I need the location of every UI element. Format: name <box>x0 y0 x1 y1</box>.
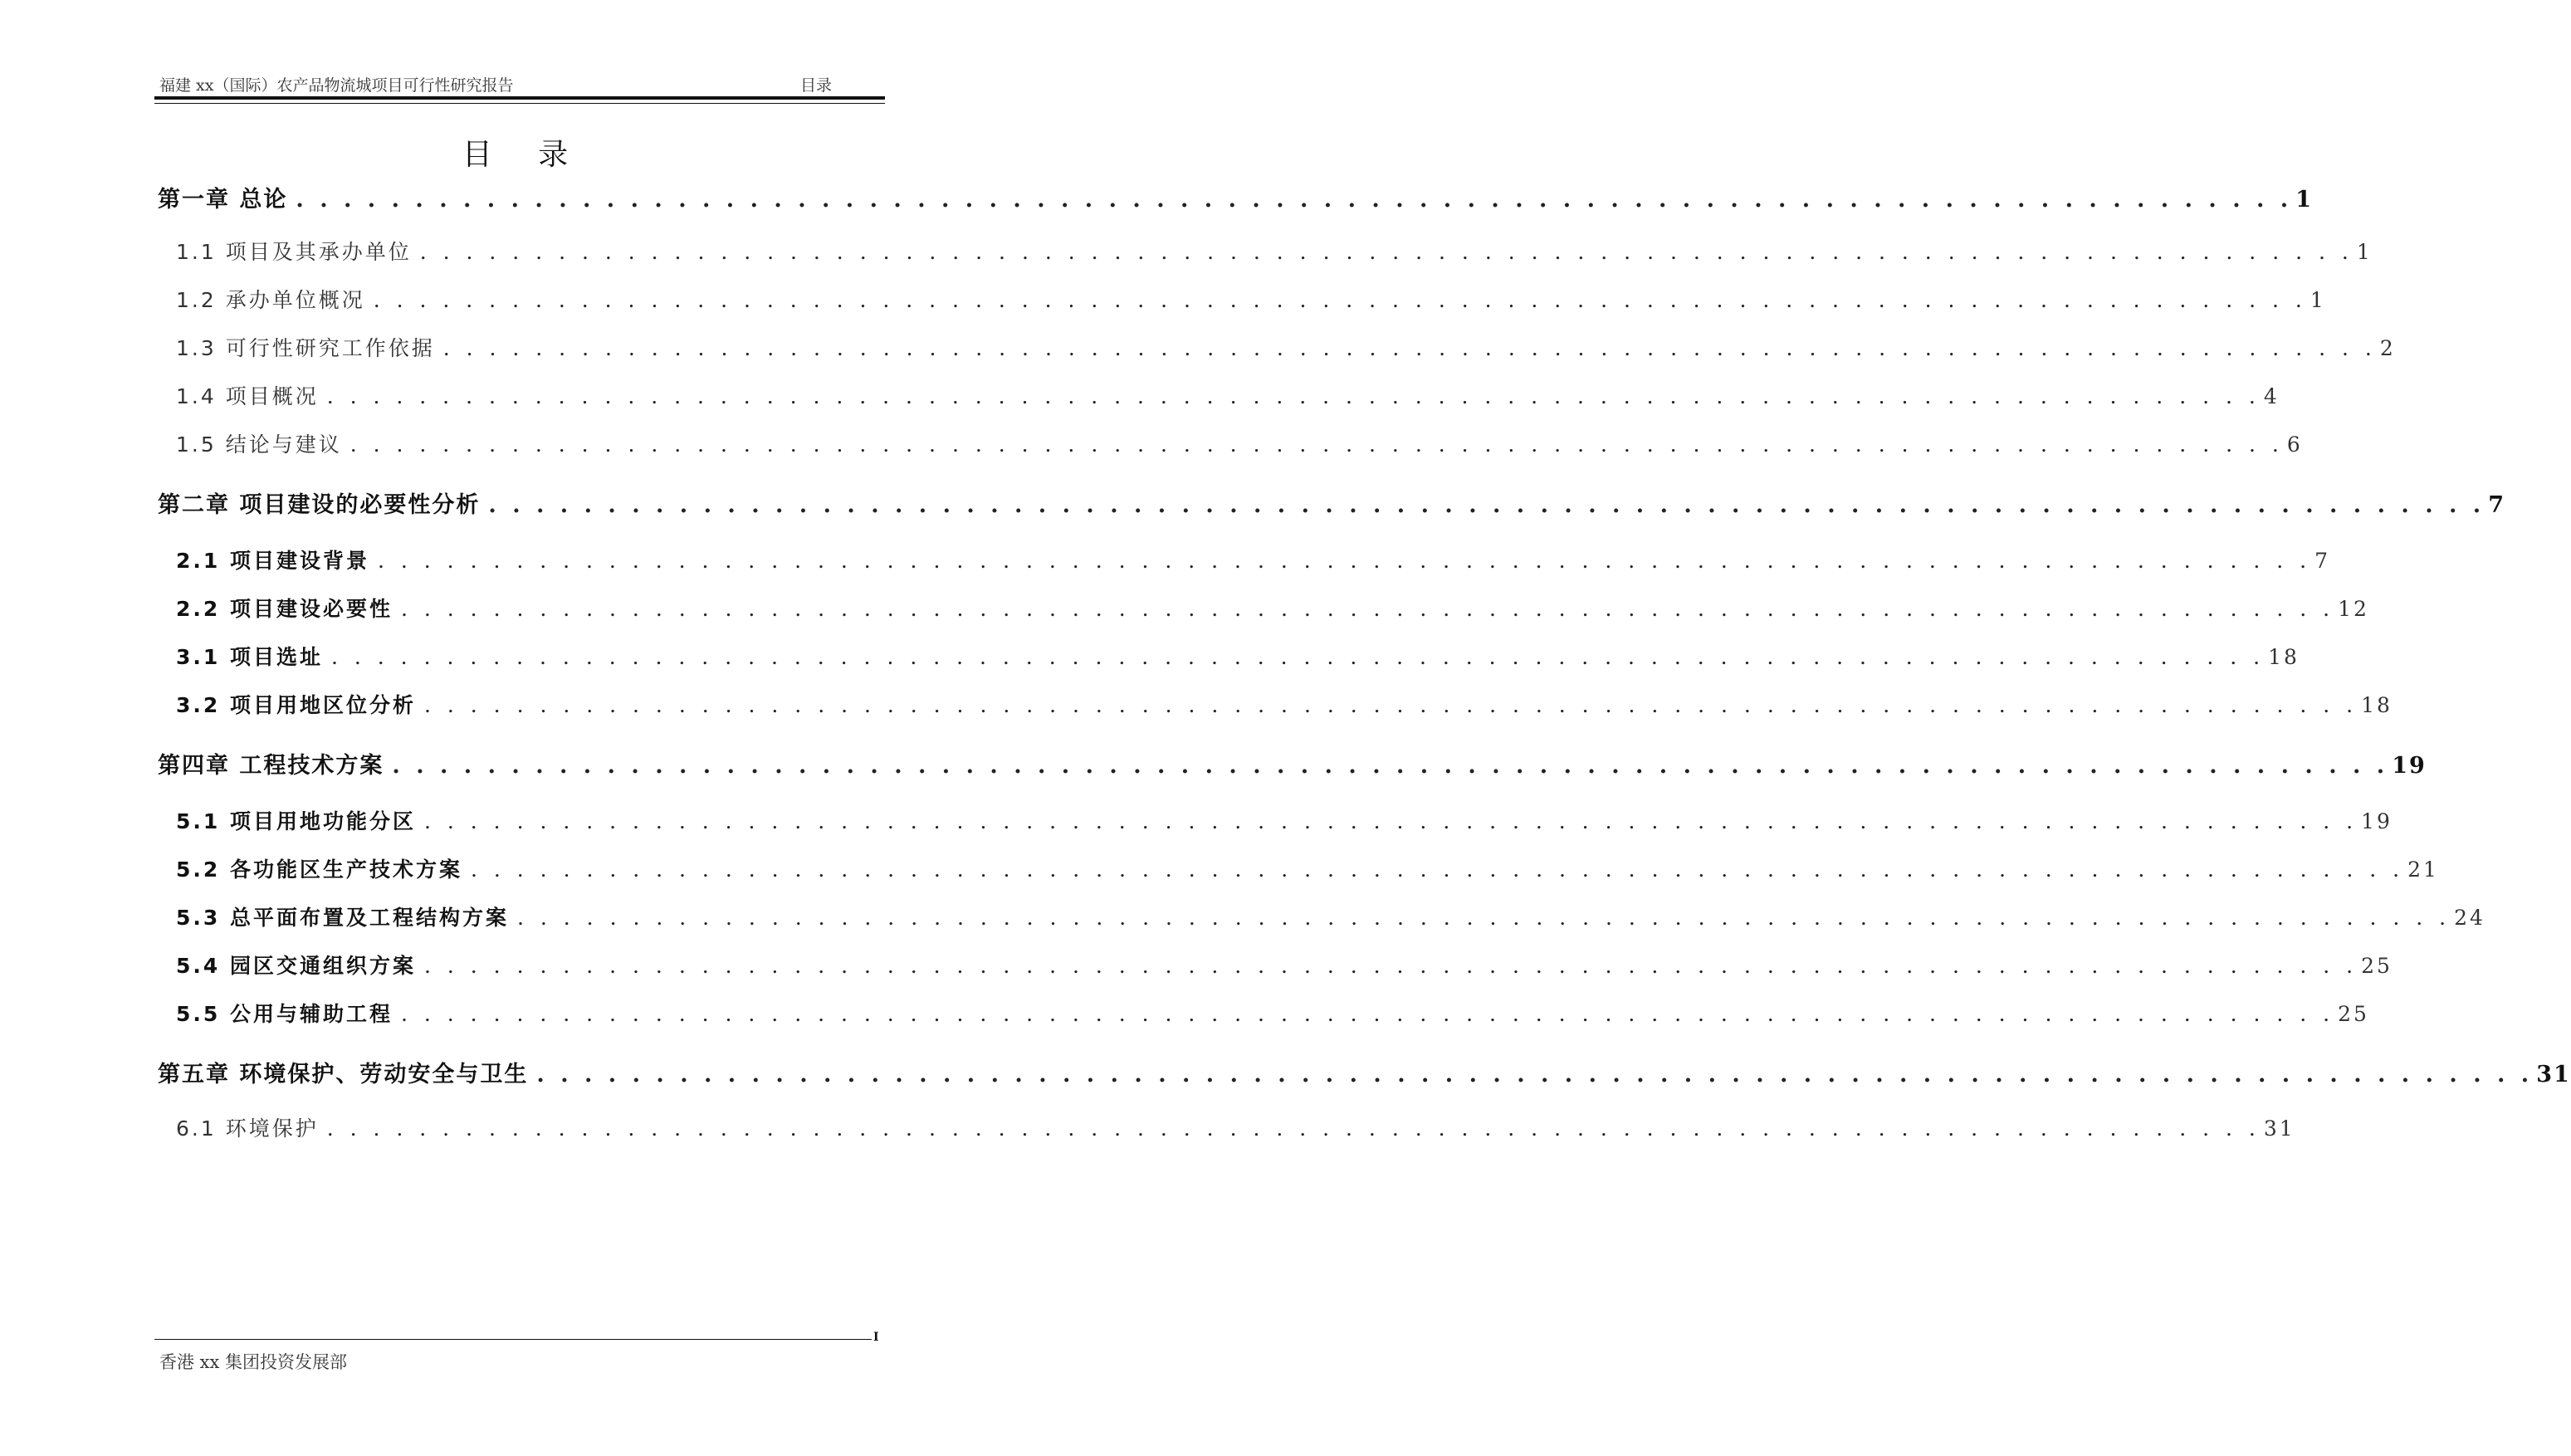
footer-rule <box>154 1339 872 1340</box>
toc-section-entry[interactable] <box>176 284 2326 320</box>
toc-entry-page: 19 <box>2392 753 2427 779</box>
toc-entry-page: 7 <box>2314 549 2331 573</box>
toc-entry-page: 18 <box>2361 693 2393 717</box>
toc-chapter-entry[interactable] <box>158 1056 2571 1092</box>
toc-dot-leader: . . . . . . . . . . . . . . . . . . . . . . . . . . . . . . . . . . . . . . . . . . . . . . . . . . . . . . . . . . . . . . . . . . . . . . . . . . . . . . . . . . . . <box>373 288 2307 312</box>
toc-entry-label: 2.1 项目建设背景 <box>176 549 369 573</box>
toc-chapter-entry[interactable] <box>158 747 2427 784</box>
toc-section-entry[interactable] <box>176 853 2439 890</box>
toc-entry-page: 1 <box>2310 288 2326 312</box>
toc-dot-leader: . . . . . . . . . . . . . . . . . . . . . . . . . . . . . . . . . . . . . . . . . . . . . . . . . . . . . . . . . . . . . . . . . . . . . . . . . . . . . . . . . . . . <box>424 954 2358 978</box>
toc-entry-label: 5.4 园区交通组织方案 <box>176 954 416 978</box>
toc-entry-label: 1.2 承办单位概况 <box>176 288 365 312</box>
toc-entry-label: 5.2 各功能区生产技术方案 <box>176 857 462 882</box>
toc-dot-leader: . . . . . . . . . . . . . . . . . . . . . . . . . . . . . . . . . . . . . . . . . . . . . . . . . . . . . . . . . . . . . . . . . . . . . . . . . . . . . . . . . . . . <box>392 753 2389 779</box>
toc-entry-label: 1.1 项目及其承办单位 <box>176 240 412 264</box>
toc-dot-leader: . . . . . . . . . . . . . . . . . . . . . . . . . . . . . . . . . . . . . . . . . . . . . . . . . . . . . . . . . . . . . . . . . . . . . . . . . . . . . . . . . . . . <box>378 549 2312 573</box>
toc-chapter-entry[interactable] <box>158 486 2505 523</box>
toc-entry-label: 2.2 项目建设必要性 <box>176 597 393 621</box>
toc-entry-label: 5.1 项目用地功能分区 <box>176 809 416 833</box>
toc-section-entry[interactable] <box>176 332 2396 369</box>
toc-entry-page: 1 <box>2356 240 2373 264</box>
toc-entry-page: 1 <box>2295 187 2313 213</box>
toc-dot-leader: . . . . . . . . . . . . . . . . . . . . . . . . . . . . . . . . . . . . . . . . . . . . . . . . . . . . . . . . . . . . . . . . . . . . . . . . . . . . . . . . . . . . <box>326 1116 2261 1141</box>
toc-section-entry[interactable] <box>176 1112 2295 1149</box>
toc-entry-label: 5.3 总平面布置及工程结构方案 <box>176 906 509 930</box>
toc-entry-label: 3.2 项目用地区位分析 <box>176 693 416 717</box>
toc-entry-page: 24 <box>2454 906 2485 930</box>
toc-entry-page: 31 <box>2263 1116 2295 1141</box>
toc-dot-leader: . . . . . . . . . . . . . . . . . . . . . . . . . . . . . . . . . . . . . . . . . . . . . . . . . . . . . . . . . . . . . . . . . . . . . . . . . . . . . . . . . . . . <box>471 857 2405 882</box>
toc-section-entry[interactable] <box>176 545 2331 581</box>
toc-section-entry[interactable] <box>176 380 2280 417</box>
toc-entry-page: 12 <box>2338 597 2369 621</box>
toc-entry-label: 1.4 项目概况 <box>176 384 319 408</box>
toc-dot-leader: . . . . . . . . . . . . . . . . . . . . . . . . . . . . . . . . . . . . . . . . . . . . . . . . . . . . . . . . . . . . . . . . . . . . . . . . . . . . . . . . . . . . <box>442 336 2377 360</box>
toc-entry-page: 2 <box>2379 336 2396 360</box>
toc-section-entry[interactable] <box>176 428 2303 465</box>
toc-entry-label: 第二章 项目建设的必要性分析 <box>158 492 481 518</box>
toc-dot-leader: . . . . . . . . . . . . . . . . . . . . . . . . . . . . . . . . . . . . . . . . . . . . . . . . . . . . . . . . . . . . . . . . . . . . . . . . . . . . . . . . . . . . <box>401 597 2335 621</box>
header-rule <box>154 96 885 100</box>
toc-entry-page: 31 <box>2536 1062 2571 1087</box>
toc-section-entry[interactable] <box>176 950 2393 986</box>
toc-entry-page: 25 <box>2338 1002 2369 1026</box>
header-rule-thin <box>154 103 885 104</box>
footer-organization: 香港 xx 集团投资发展部 <box>159 1352 348 1372</box>
toc-entry-page: 21 <box>2407 857 2439 882</box>
toc-section-entry[interactable] <box>176 805 2393 842</box>
page-title: 目 录 <box>462 138 587 172</box>
toc-entry-label: 第一章 总论 <box>158 187 288 213</box>
toc-section-entry[interactable] <box>176 901 2485 938</box>
toc-dot-leader: . . . . . . . . . . . . . . . . . . . . . . . . . . . . . . . . . . . . . . . . . . . . . . . . . . . . . . . . . . . . . . . . . . . . . . . . . . . . . . . . . . . . <box>424 809 2358 833</box>
toc-entry-page: 4 <box>2263 384 2280 408</box>
toc-dot-leader: . . . . . . . . . . . . . . . . . . . . . . . . . . . . . . . . . . . . . . . . . . . . . . . . . . . . . . . . . . . . . . . . . . . . . . . . . . . . . . . . . . . . <box>401 1002 2335 1026</box>
toc-dot-leader: . . . . . . . . . . . . . . . . . . . . . . . . . . . . . . . . . . . . . . . . . . . . . . . . . . . . . . . . . . . . . . . . . . . . . . . . . . . . . . . . . . . . <box>488 492 2485 518</box>
toc-dot-leader: . . . . . . . . . . . . . . . . . . . . . . . . . . . . . . . . . . . . . . . . . . . . . . . . . . . . . . . . . . . . . . . . . . . . . . . . . . . . . . . . . . . . <box>419 240 2353 264</box>
toc-entry-page: 19 <box>2361 809 2393 833</box>
toc-dot-leader: . . . . . . . . . . . . . . . . . . . . . . . . . . . . . . . . . . . . . . . . . . . . . . . . . . . . . . . . . . . . . . . . . . . . . . . . . . . . . . . . . . . . <box>296 187 2293 213</box>
toc-dot-leader: . . . . . . . . . . . . . . . . . . . . . . . . . . . . . . . . . . . . . . . . . . . . . . . . . . . . . . . . . . . . . . . . . . . . . . . . . . . . . . . . . . . . <box>349 432 2284 457</box>
toc-dot-leader: . . . . . . . . . . . . . . . . . . . . . . . . . . . . . . . . . . . . . . . . . . . . . . . . . . . . . . . . . . . . . . . . . . . . . . . . . . . . . . . . . . . . <box>326 384 2261 408</box>
toc-entry-label: 5.5 公用与辅助工程 <box>176 1002 393 1026</box>
toc-entry-page: 7 <box>2488 492 2505 518</box>
footer-page-number: I <box>873 1331 879 1344</box>
toc-entry-page: 6 <box>2286 432 2303 457</box>
toc-dot-leader: . . . . . . . . . . . . . . . . . . . . . . . . . . . . . . . . . . . . . . . . . . . . . . . . . . . . . . . . . . . . . . . . . . . . . . . . . . . . . . . . . . . . <box>424 693 2358 717</box>
toc-entry-label: 第五章 环境保护、劳动安全与卫生 <box>158 1062 529 1087</box>
toc-entry-page: 18 <box>2268 645 2300 669</box>
toc-section-entry[interactable] <box>176 689 2393 726</box>
toc-entry-label: 1.3 可行性研究工作依据 <box>176 336 435 360</box>
header-section: 目录 <box>800 76 833 95</box>
toc-entry-label: 3.1 项目选址 <box>176 645 323 669</box>
toc-entry-label: 1.5 结论与建议 <box>176 432 342 457</box>
toc-chapter-entry[interactable] <box>158 181 2313 217</box>
toc-dot-leader: . . . . . . . . . . . . . . . . . . . . . . . . . . . . . . . . . . . . . . . . . . . . . . . . . . . . . . . . . . . . . . . . . . . . . . . . . . . . . . . . . . . . <box>536 1062 2534 1087</box>
toc-section-entry[interactable] <box>176 236 2373 272</box>
toc-entry-label: 6.1 环境保护 <box>176 1116 319 1141</box>
toc-dot-leader: . . . . . . . . . . . . . . . . . . . . . . . . . . . . . . . . . . . . . . . . . . . . . . . . . . . . . . . . . . . . . . . . . . . . . . . . . . . . . . . . . . . . <box>331 645 2266 669</box>
header-title: 福建 xx（国际）农产品物流城项目可行性研究报告 <box>159 76 514 95</box>
toc-section-entry[interactable] <box>176 593 2369 629</box>
toc-section-entry[interactable] <box>176 998 2369 1034</box>
toc-entry-label: 第四章 工程技术方案 <box>158 753 384 779</box>
toc-entry-page: 25 <box>2361 954 2393 978</box>
toc-dot-leader: . . . . . . . . . . . . . . . . . . . . . . . . . . . . . . . . . . . . . . . . . . . . . . . . . . . . . . . . . . . . . . . . . . . . . . . . . . . . . . . . . . . . <box>517 906 2451 930</box>
toc-section-entry[interactable] <box>176 641 2300 677</box>
